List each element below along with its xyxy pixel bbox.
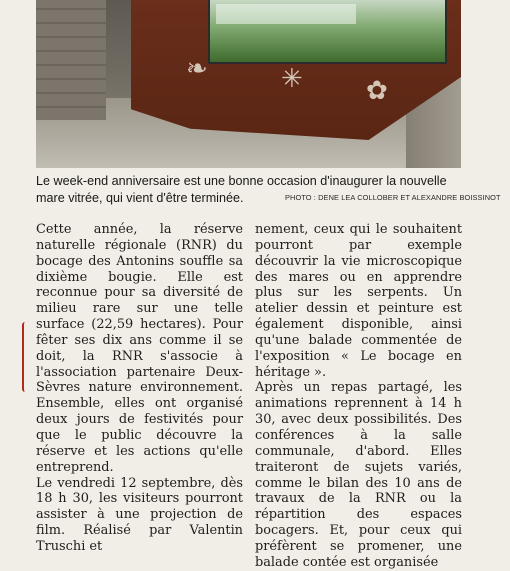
article-column-left xyxy=(36,222,243,555)
leaf-icon: ❧ xyxy=(186,54,208,84)
pen-margin-mark xyxy=(22,322,30,392)
article-photo xyxy=(36,0,461,168)
paragraph: nement, ceux qui le souhaitent pourront par exemple découvrir la vie microscopique des mares ou en apprendre plus sur les serpents. Un atelier dessin et peinture est également disponible, ainsi qu'une balade commentée de l'exposition « Le bocage en héritage ». xyxy=(255,222,462,380)
photo-credit: PHOTO : DENE LEA COLLOBER ET ALEXANDRE BOISSINOT xyxy=(285,193,501,202)
photo-caption: Le week-end anniversaire est une bonne occasion d'inaugurer la nouvelle mare vitrée, qui vient d'être terminée. xyxy=(36,174,447,205)
photo-stone-wall xyxy=(36,0,106,120)
paragraph: Le vendredi 12 septembre, dès 18 h 30, les visiteurs pourront assister à une projection de film. Réalisé par Valentin Truschi et xyxy=(36,475,243,554)
photo-glass-reflection xyxy=(216,4,356,24)
paragraph: Cette année, la réserve naturelle régionale (RNR) du bocage des Antonins souffle sa dixième bougie. Elle est reconnue pour sa diversité de milieu rare sur une telle surface (22,59 hectares). Pour fêter ses dix ans comme il se doit, la RNR s'associe à l'association partenaire Deux-Sèvres nature environnement. Ensemble, elles ont organisé deux jours de festivités pour que le public découvre la réserve et les actions qu'elle entreprend. xyxy=(36,222,243,475)
plant-icon: ✿ xyxy=(366,76,388,106)
paragraph: Après un repas partagé, les animations reprennent à 14 h 30, avec deux possibilités. Des conférences à la salle communale, d'abord. Elles traiteront de sujets variés, comme le bilan des 10 ans de travaux de la RNR ou la répartition des espaces bocagers. Et, pour ceux qui préfèrent se promener, une balade contée est organisée xyxy=(255,380,462,570)
article-column-right xyxy=(255,222,462,571)
bird-footprint-icon: ✳ xyxy=(281,64,303,94)
